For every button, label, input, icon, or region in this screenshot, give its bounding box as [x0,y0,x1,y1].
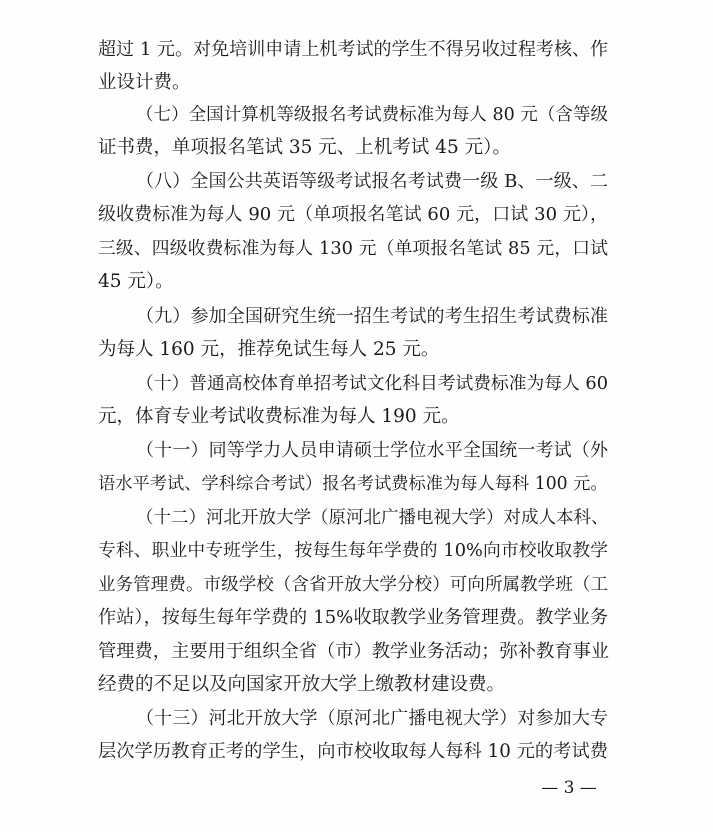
text-line: 超过 1 元。对免培训申请上机考试的学生不得另收过程考核、作 [98,39,608,60]
text-line: （十二）河北开放大学（原河北广播电视大学）对成人本科、 [136,508,609,528]
text-line: （十三）河北开放大学（原河北广播电视大学）对参加大专 [136,708,608,729]
text-line: （十一）同等学力人员申请硕士学位水平全国统一考试（外 [136,440,608,461]
text-line: 业务管理费。市级学校（含省开放大学分校）可向所属教学班（工 [98,575,608,595]
text-line: 45 元）。 [98,271,174,292]
page-number: — 3 — [541,778,597,798]
text-line: 证书费，单项报名笔试 35 元、上机考试 45 元）。 [98,137,511,158]
text-line: 元，体育专业考试收费标准为每人 190 元。 [98,406,460,427]
text-line: （十）普通高校体育单招考试文化科目考试费标准为每人 60 [136,374,608,394]
text-line: 业设计费。 [98,72,191,93]
text-line: （九）参加全国研究生统一招生考试的考生招生考试费标准 [136,306,608,327]
text-line: 专科、职业中专班学生，按每生每年学费的 10%向市校收取教学 [98,541,608,561]
text-line: （七）全国计算机等级报名考试费标准为每人 80 元（含等级 [136,105,608,125]
text-line: 管理费，主要用于组织全省（市）教学业务活动；弥补教育事业 [98,641,609,662]
text-line: 语水平考试、学科综合考试）报名考试费标准为每人每科 100 元。 [98,474,608,494]
text-line: 经费的不足以及向国家开放大学上缴教材建设费。 [98,674,506,695]
text-line: 作站），按每生每年学费的 15%收取教学业务管理费。教学业务 [98,607,608,628]
text-line: 级收费标准为每人 90 元（单项报名笔试 60 元，口试 30 元）， [98,204,608,225]
text-line: 层次学历教育正考的学生，向市校收取每人每科 10 元的考试费 [98,741,608,762]
text-line: 为每人 160 元，推荐免试生每人 25 元。 [98,339,440,360]
text-line: （八）全国公共英语等级考试报名考试费一级 B、一级、二 [136,171,608,192]
text-line: 三级、四级收费标准为每人 130 元（单项报名笔试 85 元，口试 [98,239,608,259]
